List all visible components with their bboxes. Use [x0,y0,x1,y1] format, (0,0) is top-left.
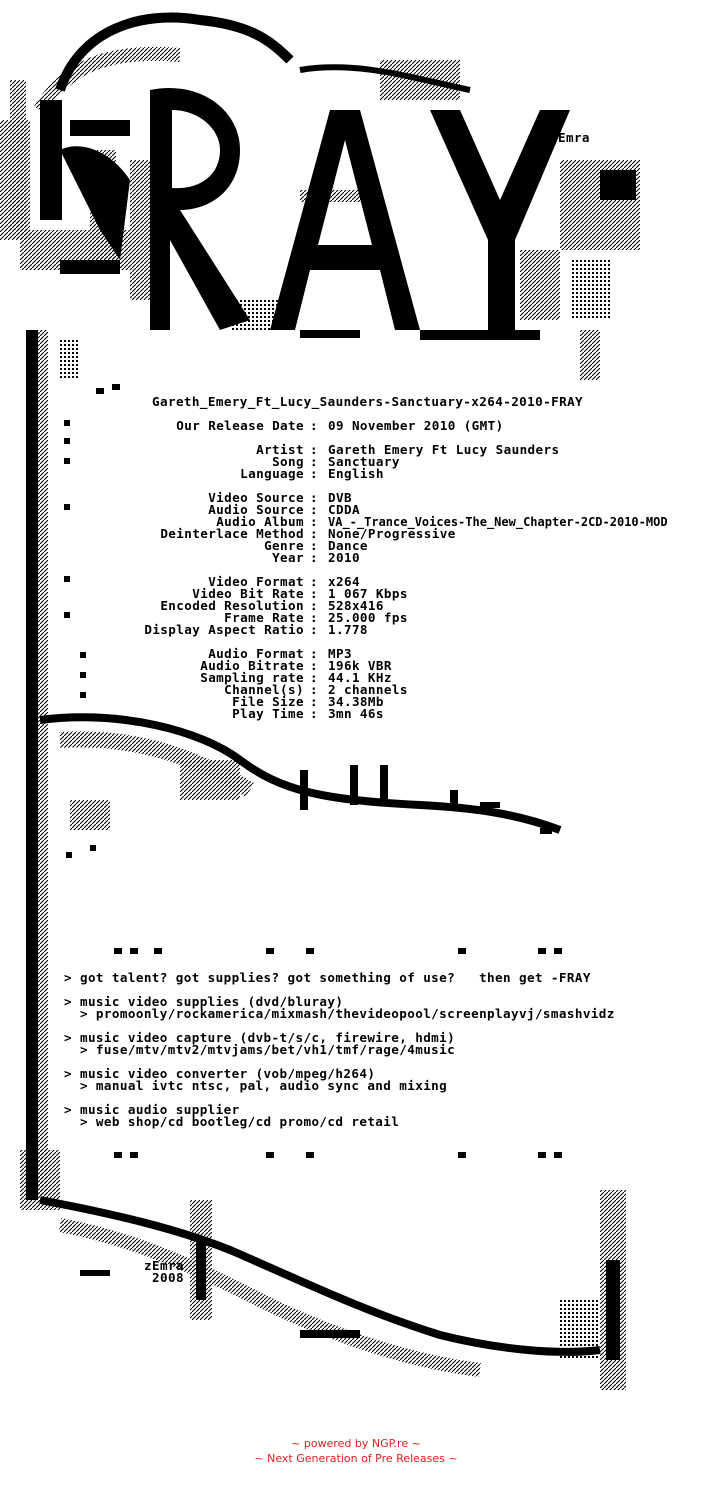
logo-year-bottom: 2008 [152,1270,184,1285]
ad-audio-detail: > web shop/cd bootleg/cd promo/cd retail [64,1114,400,1129]
field-label: Genre [264,538,304,553]
release-date-value: 09 November 2010 (GMT) [328,418,504,433]
field-label: File Size [232,694,304,709]
field-label: Year [272,550,304,565]
field-value: 44.1 KHz [328,670,392,685]
field-value: VA_-_Trance_Voices-The_New_Chapter-2CD-2010-MOD [328,515,668,529]
field-label: Video Source [208,490,304,505]
logo-tag-bottom: zEmra [144,1258,184,1273]
field-label: Audio Bitrate [200,658,304,673]
ad-converter-detail: > manual ivtc ntsc, pal, audio sync and mixing [64,1078,448,1093]
field-value: Dance [328,538,368,553]
footer-powered-by: ~ powered by NGP.re ~ [291,1437,421,1450]
release-name: Gareth_Emery_Ft_Lucy_Saunders-Sanctuary-x264-2010-FRAY [152,394,584,409]
field-separator: : [310,538,318,553]
field-label: Sampling rate [200,670,304,685]
ad-talent: > got talent? got supplies? got something of use? then get -FRAY [64,970,591,985]
field-value: Sanctuary [328,454,400,469]
field-separator: : [310,706,318,721]
field-value: 34.38Mb [328,694,384,709]
ad-supplies-title: > music video supplies (dvd/bluray) [64,994,344,1009]
ad-audio-title: > music audio supplier [64,1102,240,1117]
fray-logo [0,18,640,380]
field-separator: : [310,490,318,505]
field-separator: : [310,682,318,697]
field-label: Audio Album [216,514,304,529]
field-value: 3mn 46s [328,706,384,721]
field-label: Video Format [208,574,304,589]
logo-tag-top: zEmra [550,130,590,145]
release-date-label: Our Release Date [176,418,304,433]
field-separator: : [310,550,318,565]
ad-converter-title: > music video converter (vob/mpeg/h264) [64,1066,376,1081]
field-value: 1 067 Kbps [328,586,408,601]
field-separator: : [310,466,318,481]
field-value: 528x416 [328,598,384,613]
field-separator: : [310,514,318,529]
field-separator: : [310,502,318,517]
field-label: Deinterlace Method [160,526,304,541]
field-separator: : [310,442,318,457]
ad-supplies-detail: > promoonly/rockamerica/mixmash/thevideopool/screenplayvj/smashvidz [64,1006,615,1021]
field-value: 2 channels [328,682,408,697]
field-separator: : [310,586,318,601]
field-value: CDDA [328,502,360,517]
field-value: DVB [328,490,352,505]
field-label: Audio Source [208,502,304,517]
footer-tagline: ~ Next Generation of Pre Releases ~ [254,1452,458,1465]
ad-capture-title: > music video capture (dvb-t/s/c, firewire, hdmi) [64,1030,456,1045]
field-value: Gareth Emery Ft Lucy Saunders [328,442,560,457]
ad-capture-detail: > fuse/mtv/mtv2/mtvjams/bet/vh1/tmf/rage/4music [64,1042,456,1057]
field-label: Language [240,466,304,481]
field-separator: : [310,454,318,469]
field-label: Play Time [232,706,304,721]
field-value: None/Progressive [328,526,456,541]
field-separator: : [310,418,318,433]
field-value: MP3 [328,646,352,661]
field-separator: : [310,610,318,625]
field-separator: : [310,658,318,673]
field-value: 2010 [328,550,360,565]
field-separator: : [310,598,318,613]
field-label: Song [272,454,304,469]
field-label: Audio Format [208,646,304,661]
field-separator: : [310,622,318,637]
field-label: Channel(s) [224,682,304,697]
field-value: 25.000 fps [328,610,408,625]
field-value: x264 [328,574,360,589]
field-separator: : [310,694,318,709]
field-value: 196k VBR [328,658,392,673]
bottom-swirl-art [40,1152,626,1390]
field-separator: : [310,574,318,589]
field-label: Video Bit Rate [192,586,304,601]
middle-divider-art [40,717,562,954]
field-label: Display Aspect Ratio [144,622,304,637]
field-label: Artist [256,442,304,457]
field-label: Frame Rate [224,610,304,625]
field-value: 1.778 [328,622,368,637]
field-separator: : [310,526,318,541]
field-separator: : [310,670,318,685]
field-value: English [328,466,384,481]
field-separator: : [310,646,318,661]
field-label: Encoded Resolution [160,598,304,613]
